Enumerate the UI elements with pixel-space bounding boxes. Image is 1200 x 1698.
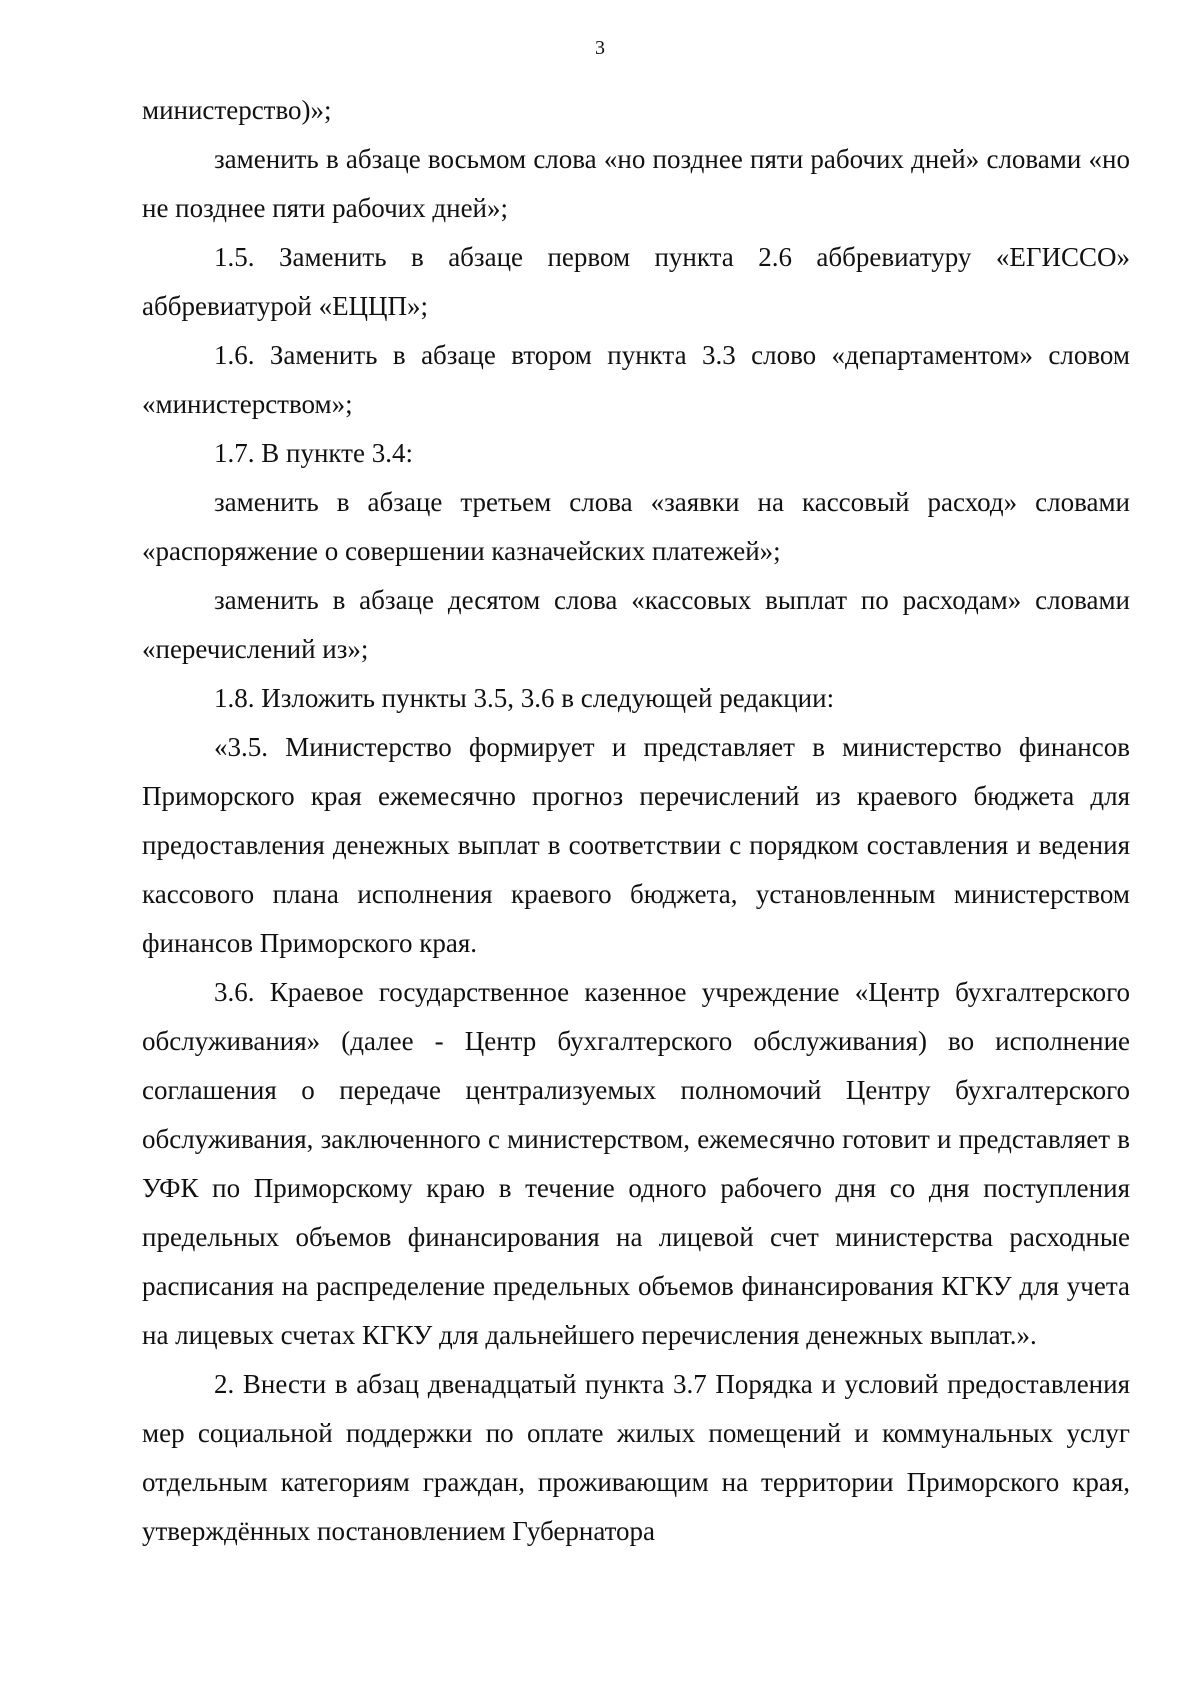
paragraph-continuation: министерство)»;	[142, 95, 332, 125]
paragraph-3-6: 3.6. Краевое государственное казенное учреждение «Центр бухгалтерского обслуживания» (далее - Центр бухгалтерского обслуживания) во исполнение соглашения о передаче централизуемых полномочий Центру бухгалтерского обслуживания, заключенного с министерством, ежемесячно готовит и представляет в УФК по Приморскому краю в течение одного рабочего дня со дня поступления предельных объемов финансирования на лицевой счет министерства расходные расписания на распределение предельных объемов финансирования КГКУ для учета на лицевых счетах КГКУ для дальнейшего перечисления денежных выплат.».	[142, 977, 1130, 1350]
paragraph-1-5: 1.5. Заменить в абзаце первом пункта 2.6 аббревиатуру «ЕГИССО» аббревиатурой «ЕЦЦП»;	[142, 242, 1130, 321]
paragraph-amend-para10: заменить в абзаце десятом слова «кассовых выплат по расходам» словами «перечислений из»;	[142, 585, 1130, 664]
paragraph-3-5: «3.5. Министерство формирует и представляет в министерство финансов Приморского края ежемесячно прогноз перечислений из краевого бюджета для предоставления денежных выплат в соответствии с порядком составления и ведения кассового плана исполнения краевого бюджета, установленным министерством финансов Приморского края.	[142, 732, 1130, 958]
paragraph-1-6: 1.6. Заменить в абзаце втором пункта 3.3 слово «департаментом» словом «министерством»;	[142, 340, 1130, 419]
paragraph-1-8: 1.8. Изложить пункты 3.5, 3.6 в следующей редакции:	[214, 683, 835, 713]
paragraph-2: 2. Внести в абзац двенадцатый пункта 3.7 Порядка и условий предоставления мер социальной поддержки по оплате жилых помещений и коммунальных услуг отдельным категориям граждан, проживающим на территории Приморского края, утверждённых постановлением Губернатора	[142, 1369, 1130, 1546]
paragraph-amend-para3: заменить в абзаце третьем слова «заявки на кассовый расход» словами «распоряжение о совершении казначейских платежей»;	[142, 487, 1130, 566]
paragraph-1-7: 1.7. В пункте 3.4:	[214, 438, 413, 468]
page-number: 3	[595, 37, 605, 59]
document-body	[142, 86, 1130, 1556]
paragraph-amend-para8: заменить в абзаце восьмом слова «но позднее пяти рабочих дней» словами «но не позднее пяти рабочих дней»;	[142, 144, 1130, 223]
